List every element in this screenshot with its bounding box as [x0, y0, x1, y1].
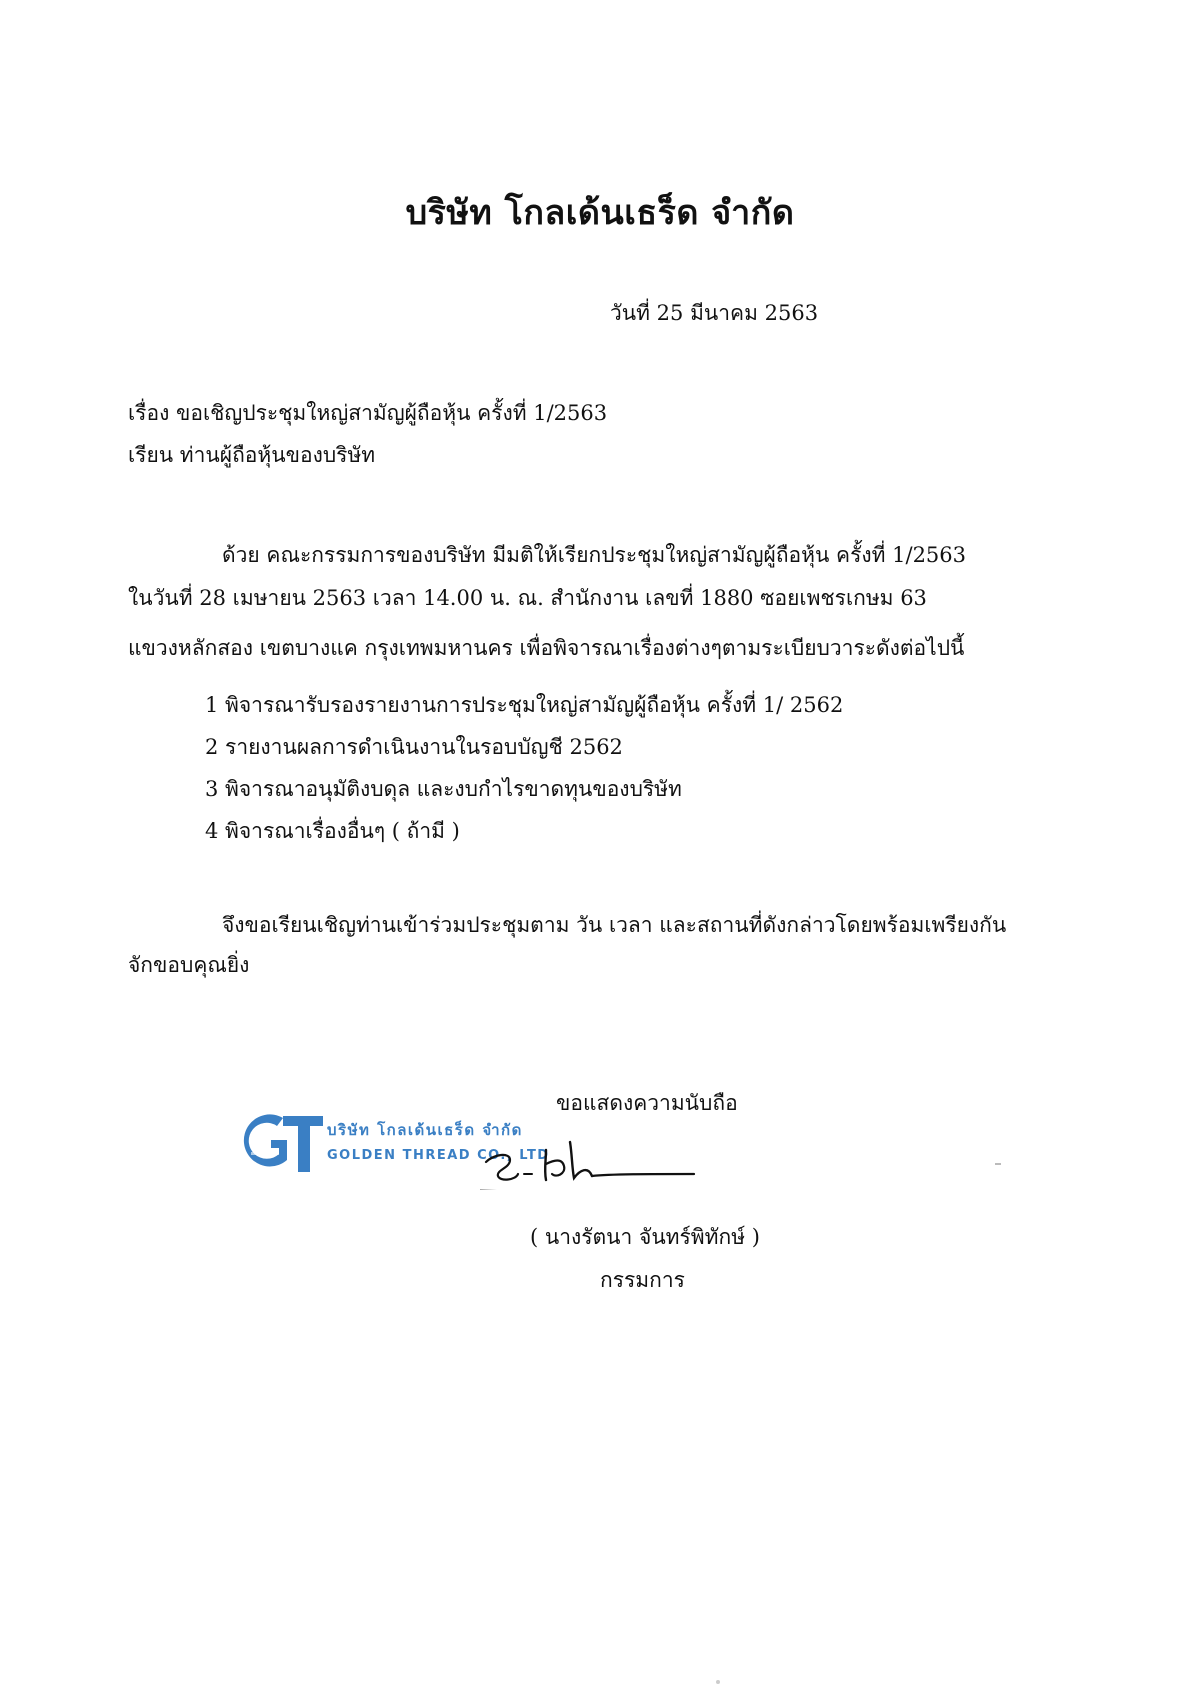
signer-position: กรรมการ — [600, 1268, 685, 1292]
letter-subject: เรื่อง ขอเชิญประชุมใหญ่สามัญผู้ถือหุ้น ครั้งที่ 1/2563 — [128, 401, 608, 425]
body-line-3: แขวงหลักสอง เขตบางแค กรุงเทพมหานคร เพื่อพิจารณาเรื่องต่างๆตามระเบียบวาระดังต่อไปนี้ — [128, 636, 965, 660]
scan-speck — [995, 1163, 1001, 1165]
body-line-2: ในวันที่ 28 เมษายน 2563 เวลา 14.00 น. ณ. สำนักงาน เลขที่ 1880 ซอยเพชรเกษม 63 — [128, 586, 927, 610]
stamp-english-text: GOLDEN THREAD CO., LTD — [327, 1148, 550, 1163]
scan-speck — [716, 1680, 720, 1684]
letter-recipient: เรียน ท่านผู้ถือหุ้นของบริษัท — [128, 443, 376, 467]
agenda-item-1: 1 พิจารณารับรองรายงานการประชุมใหญ่สามัญผู้ถือหุ้น ครั้งที่ 1/ 2562 — [205, 693, 844, 717]
stamp-thai-text: บริษัท โกลเด้นเธร็ด จำกัด — [327, 1121, 523, 1139]
agenda-item-3: 3 พิจารณาอนุมัติงบดุล และงบกำไรขาดทุนของบริษัท — [205, 777, 682, 801]
signer-name: ( นางรัตนา จันทร์พิทักษ์ ) — [530, 1225, 760, 1249]
regards-text: ขอแสดงความนับถือ — [556, 1091, 738, 1115]
agenda-item-2: 2 รายงานผลการดำเนินงานในรอบบัญชี 2562 — [205, 735, 623, 759]
agenda-item-4: 4 พิจารณาเรื่องอื่นๆ ( ถ้ามี ) — [205, 819, 460, 843]
company-logo-icon — [243, 1110, 325, 1174]
letter-date: วันที่ 25 มีนาคม 2563 — [610, 301, 819, 325]
body-line-1: ด้วย คณะกรรมการของบริษัท มีมติให้เรียกประชุมใหญ่สามัญผู้ถือหุ้น ครั้งที่ 1/2563 — [222, 543, 967, 567]
company-title: บริษัท โกลเด้นเธร็ด จำกัด — [405, 193, 795, 233]
closing-line-1: จึงขอเรียนเชิญท่านเข้าร่วมประชุมตาม วัน เวลา และสถานที่ดังกล่าวโดยพร้อมเพรียงกัน — [222, 913, 1007, 937]
closing-line-2: จักขอบคุณยิ่ง — [128, 953, 250, 977]
handwritten-signature — [480, 1130, 730, 1190]
